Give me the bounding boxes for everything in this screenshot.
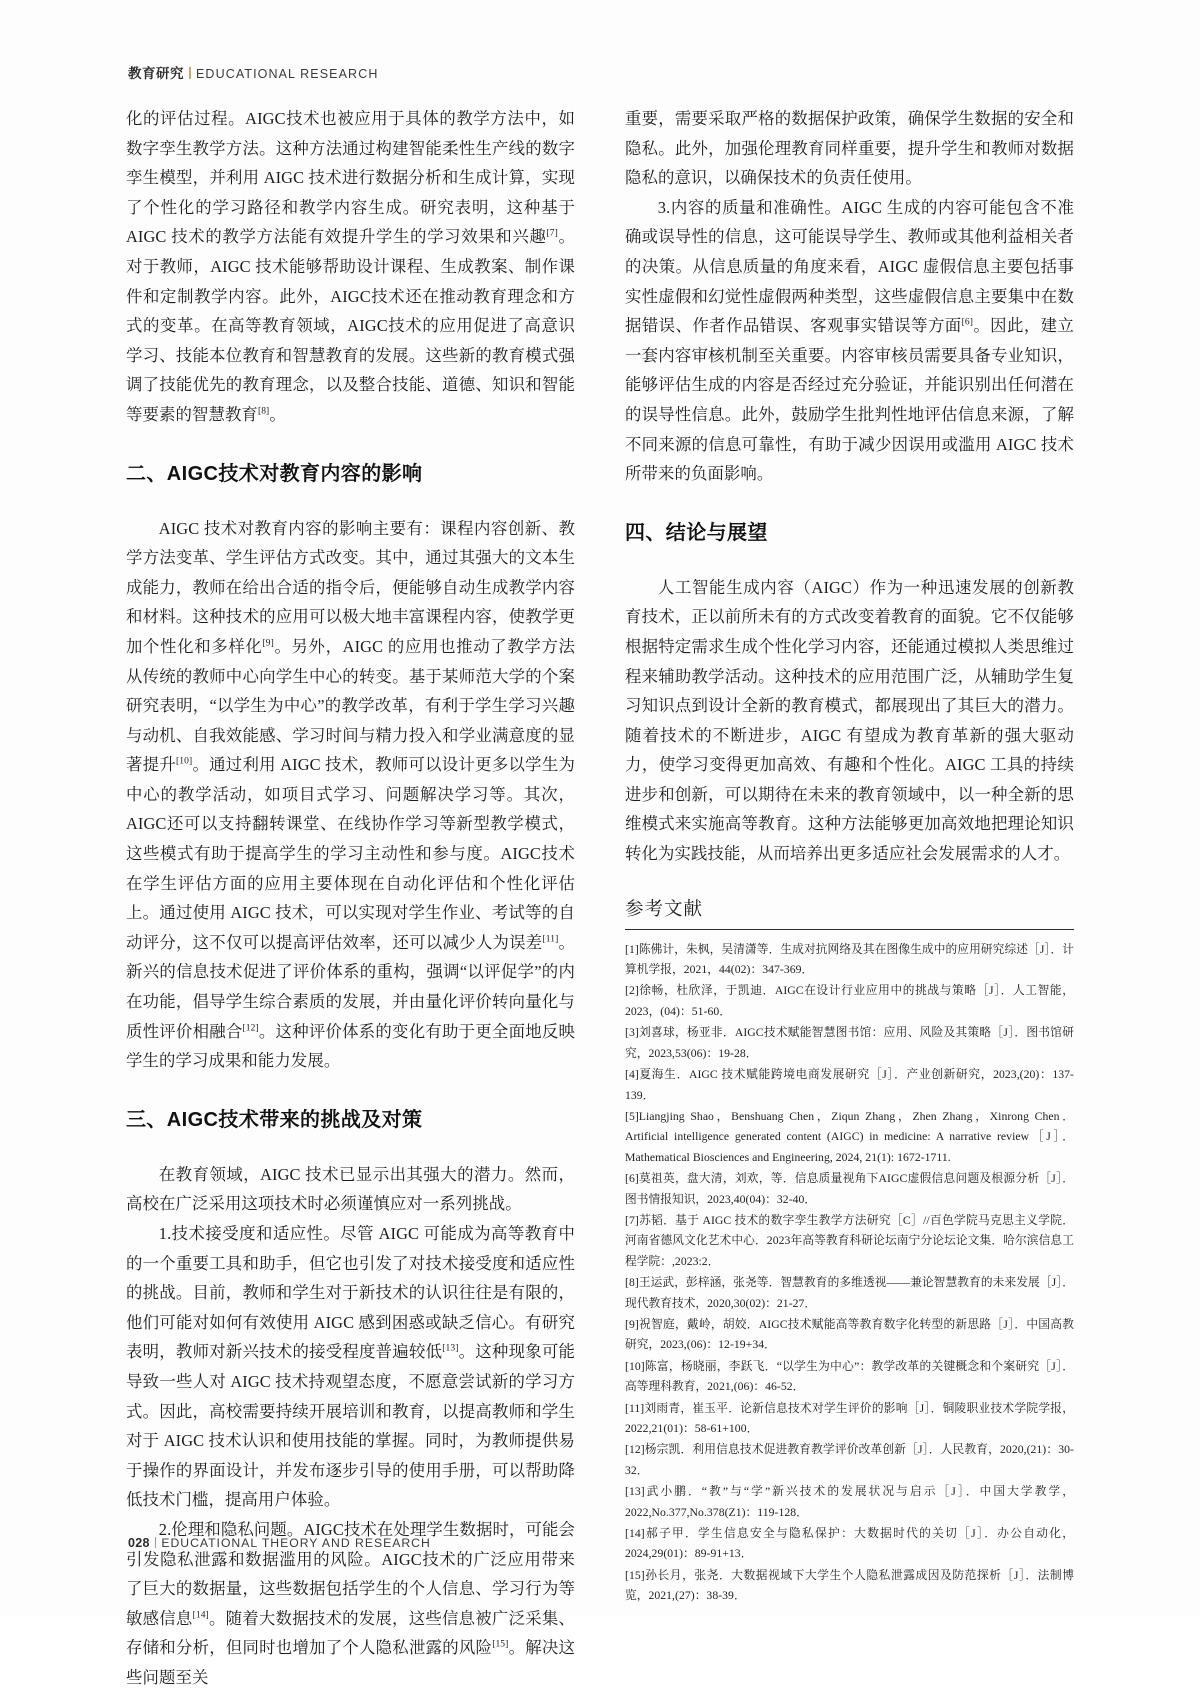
citation-ref-15: [15] [492,1639,509,1650]
s3p3-text-b: 。随着大数据技术的发展，这些信息被广泛采集、存储和分析，但同时也增加了个人隐私泄露的风险 [126,1608,575,1658]
footer-divider [155,1537,157,1548]
two-column-layout [126,104,1074,1693]
references-title: 参考文献 [625,899,704,920]
rq-text-a: 3.内容的质量和准确性。AIGC 生成的内容可能包含不准确或误导性的信息，这可能误导学生、教师或其他利益相关者的决策。从信息质量的角度来看，AIGC 虚假信息主要包括事实性虚假和幻觉性虚假两种类型，这些虚假信息主要集中在数据错误、作者作品错误、客观事实错误等方面 [625,197,1074,336]
s3p3-text-c: 。解决这些问题至关 [126,1638,575,1687]
left-column [126,104,575,1693]
references-divider [625,929,1074,930]
s3p2-text-b: 。这种现象可能导致一些人对 AIGC 技术持观望态度，不愿意尝试新的学习方式。因此，高校需要持续开展培训和教育，以提高教师和学生对于 AIGC 技术认识和使用技能的掌握。同时，为教师提供易于操作的界面设计，并发布逐步引导的使用手册，可以帮助降低技术门槛，提高用户体验。 [126,1342,575,1510]
reference-item: [15]孙长月，张尧．大数据视域下大学生个人隐私泄露成因及防范探析［J］．法制博览，2021,(27)：38-39． [625,1568,1074,1603]
reference-item: [14]郝子甲．学生信息安全与隐私保护：大数据时代的关切［J］．办公自动化，2024,29(01)：89-91+13． [625,1527,1074,1561]
rq-text-b: 。因此，建立一套内容审核机制至关重要。内容审核员需要具备专业知识，能够评估生成的内容是否经过充分验证，并能识别出任何潜在的误导性信息。此外，鼓励学生批判性地评估信息来源，了解不同来源的信息可靠性，有助于减少因误用或滥用 AIGC 技术所带来的负面影响。 [625,316,1075,484]
running-head-english: EDUCATIONAL RESEARCH [196,67,379,81]
s2-text-d: 。新兴的信息技术促进了评价体系的重构，强调“以评促学”的内在功能，倡导学生综合素质的发展，并由量化评价转向量化与质性评价相融合 [126,932,576,1041]
paragraph-continued [126,104,575,430]
reference-item: [5]Liangjing Shao，Benshuang Chen，Ziqun Zhang，Zhen Zhang，Xinrong Chen． Artificial intelligence generated content (AIGC) in medicine: A narrative review［J］． Mathematical Biosciences and Engineering, 2024, 21(1): 1672-1711. [625,1109,1074,1164]
right-paragraph-continued: 重要，需要采取严格的数据保护政策，确保学生数据的安全和隐私。此外，加强伦理教育同样重要，提升学生和教师对数据隐私的意识，以确保技术的负责任使用。 [625,109,1074,188]
reference-item: [1]陈佛计，朱枫，吴清潇等．生成对抗网络及其在图像生成中的应用研究综述［J］．计算机学报，2021，44(02)：347-369． [625,942,1074,977]
s3p2-text-a: 1.技术接受度和适应性。尽管 AIGC 可能成为高等教育中的一个重要工具和助手，但它也引发了对技术接受度和适应性的挑战。目前，教师和学生对于新技术的认识往往是有限的，他们可能对如何有效使用 AIGC 感到困惑或缺乏信心。有研究表明，教师对新兴技术的接受程度普遍较低 [126,1224,575,1362]
running-head-divider [189,67,191,79]
citation-ref-8: [8] [257,406,270,417]
footer-page-number: 028 [128,1536,150,1550]
reference-item: [6]莫祖英，盘大清，刘欢，等．信息质量视角下AIGC虚假信息问题及根源分析［J］．图书情报知识，2023,40(04)：32-40． [625,1172,1074,1206]
footer-label: EDUCATIONAL THEORY AND RESEARCH [161,1536,431,1550]
s3p3-text-a: 2.伦理和隐私问题。AIGC技术在处理学生数据时，可能会引发隐私泄露和数据滥用的风险。AIGC技术的广泛应用带来了巨大的数据量，这些数据包括学生的个人信息、学习行为等敏感信息 [126,1519,575,1628]
s2-text-a: AIGC 技术对教育内容的影响主要有：课程内容创新、教学方法变革、学生评估方式改变。其中，通过其强大的文本生成能力，教师在给出合适的指令后，便能够自动生成教学内容和材料。这种技术的应用可以极大地丰富课程内容，使教学更加个性化和多样化 [126,518,575,656]
reference-item: [4]夏海生．AIGC 技术赋能跨境电商发展研究［J］．产业创新研究，2023,(20)：137-139． [625,1068,1074,1102]
right-paragraph-content-quality [625,193,1074,489]
reference-item: [10]陈富，杨晓丽，李跃飞．“以学生为中心”：教学改革的关键概念和个案研究［J］．高等理科教育，2021,(06)：46-52． [625,1359,1074,1394]
citation-ref-11: [11] [542,934,559,945]
section-heading-4: 四、结论与展望 [625,521,768,544]
section2-paragraph [126,514,575,1076]
s2-text-b: 。另外，AIGC 的应用也推动了教学方法从传统的教师中心向学生中心的转变。基于某师范大学的个案研究表明，“以学生为中心”的教学改革，有利于学生学习兴趣与动机、自我效能感、学习时间与精力投入和学业满意度的显著提升 [126,636,575,775]
paragraph-end: 。 [269,404,286,424]
citation-ref-10: [10] [176,756,193,767]
running-head-chinese: 教育研究 [128,66,184,81]
citation-ref-9: [9] [262,638,274,649]
citation-ref-6: [6] [961,317,974,328]
section-heading-3: 三、AIGC技术带来的挑战及对策 [126,1108,423,1131]
running-head [128,62,378,82]
paragraph-text: 化的评估过程。AIGC技术也被应用于具体的教学方法中，如数字孪生教学方法。这种方法通过构建智能柔性生产线的数字孪生模型，并利用 AIGC 技术进行数据分析和生成计算，实现了个性化的学习路径和教学内容生成。研究表明，这种基于 AIGC 技术的教学方法能有效提升学生的学习效果和兴趣 [126,109,575,247]
citation-ref-12: [12] [242,1023,259,1034]
section4-paragraph: 人工智能生成内容（AIGC）作为一种迅速发展的创新教育技术，正以前所未有的方式改变着教育的面貌。它不仅能够根据特定需求生成个性化学习内容，还能通过模拟人类思维过程来辅助教学活动。这种技术的应用范围广泛，从辅助学生复习知识点到设计全新的教育模式，都展现出了其巨大的潜力。随着技术的不断进步，AIGC 有望成为教育革新的强大驱动力，使学习变得更加高效、有趣和个性化。AIGC 工具的持续进步和创新，可以期待在未来的教育领域中，以一种全新的思维模式来实施高等教育。这种方法能够更加高效地把理论知识转化为实践技能，从而培养出更多适应社会发展需求的人才。 [625,577,1074,864]
reference-item: [8]王运武，彭梓涵，张尧等．智慧教育的多维透视——兼论智慧教育的未来发展［J］．现代教育技术，2020,30(02)：21-27． [625,1276,1074,1310]
paragraph-text-2: 。对于教师，AIGC 技术能够帮助设计课程、生成教案、制作课件和定制教学内容。此外，AIGC技术还在推动教育理念和方式的变革。在高等教育领域，AIGC技术的应用促进了高意识学习、技能本位教育和智慧教育的发展。这些新的教育模式强调了技能优先的教育理念，以及整合技能、道德、知识和智能等要素的智慧教育 [126,227,575,424]
section-heading-2: 二、AIGC技术对教育内容的影响 [126,462,423,485]
section3-paragraph-1: 在教育领域，AIGC 技术已显示出其强大的潜力。然而，高校在广泛采用这项技术时必须谨慎应对一系列挑战。 [126,1164,575,1214]
reference-item: [12]杨宗凯．利用信息技术促进教育教学评价改革创新［J］．人民教育，2020,(21)：30-32． [625,1443,1074,1477]
reference-item: [11]刘雨青，崔玉平．论新信息技术对学生评价的影响［J］．铜陵职业技术学院学报，2022,21(01)：58-61+100． [625,1401,1074,1435]
citation-ref-14: [14] [192,1610,209,1621]
references-list [625,940,1074,1607]
s2-text-c: 。通过利用 AIGC 技术，教师可以设计更多以学生为中心的教学活动，如项目式学习、问题解决学习等。其次，AIGC还可以支持翻转课堂、在线协作学习等新型教学模式，这些模式有助于提高学生的学习主动性和参与度。AIGC技术在学生评估方面的应用主要体现在自动化评估和个性化评估上。通过使用 AIGC 技术，可以实现对学生作业、考试等的自动评分，这不仅可以提高评估效率，还可以减少人为误差 [126,755,575,952]
reference-item: [3]刘喜球，杨亚非．AIGC技术赋能智慧图书馆：应用、风险及其策略［J］．图书馆研究，2023,53(06)：19-28． [625,1026,1074,1060]
section3-paragraph-2 [126,1219,575,1515]
right-column [625,104,1074,1693]
s2-text-e: 。这种评价体系的变化有助于更全面地反映学生的学习成果和能力发展。 [126,1021,575,1071]
reference-item: [13]武小鹏．“教”与“学”新兴技术的发展状况与启示［J］．中国大学教学，2022,No.377,No.378(Z1)：119-128． [625,1485,1074,1519]
reference-item: [7]苏韬．基于 AIGC 技术的数字孪生教学方法研究［C］//百色学院马克思主义学院．河南省德风文化艺术中心．2023年高等教育科研论坛南宁分论坛论文集．哈尔滨信息工程学院：,2023:2． [625,1213,1074,1268]
citation-ref-7: [7] [546,228,558,239]
citation-ref-13: [13] [442,1343,459,1354]
page-footer [128,1536,431,1550]
reference-item: [9]祝智庭，戴岭，胡姣．AIGC技术赋能高等教育数字化转型的新思路［J］．中国高教研究，2023,(06)：12-19+34． [625,1317,1074,1352]
reference-item: [2]徐畅，杜欣泽，于凯迪．AIGC在设计行业应用中的挑战与策略［J］．人工智能，2023，(04)：51-60． [625,984,1074,1018]
